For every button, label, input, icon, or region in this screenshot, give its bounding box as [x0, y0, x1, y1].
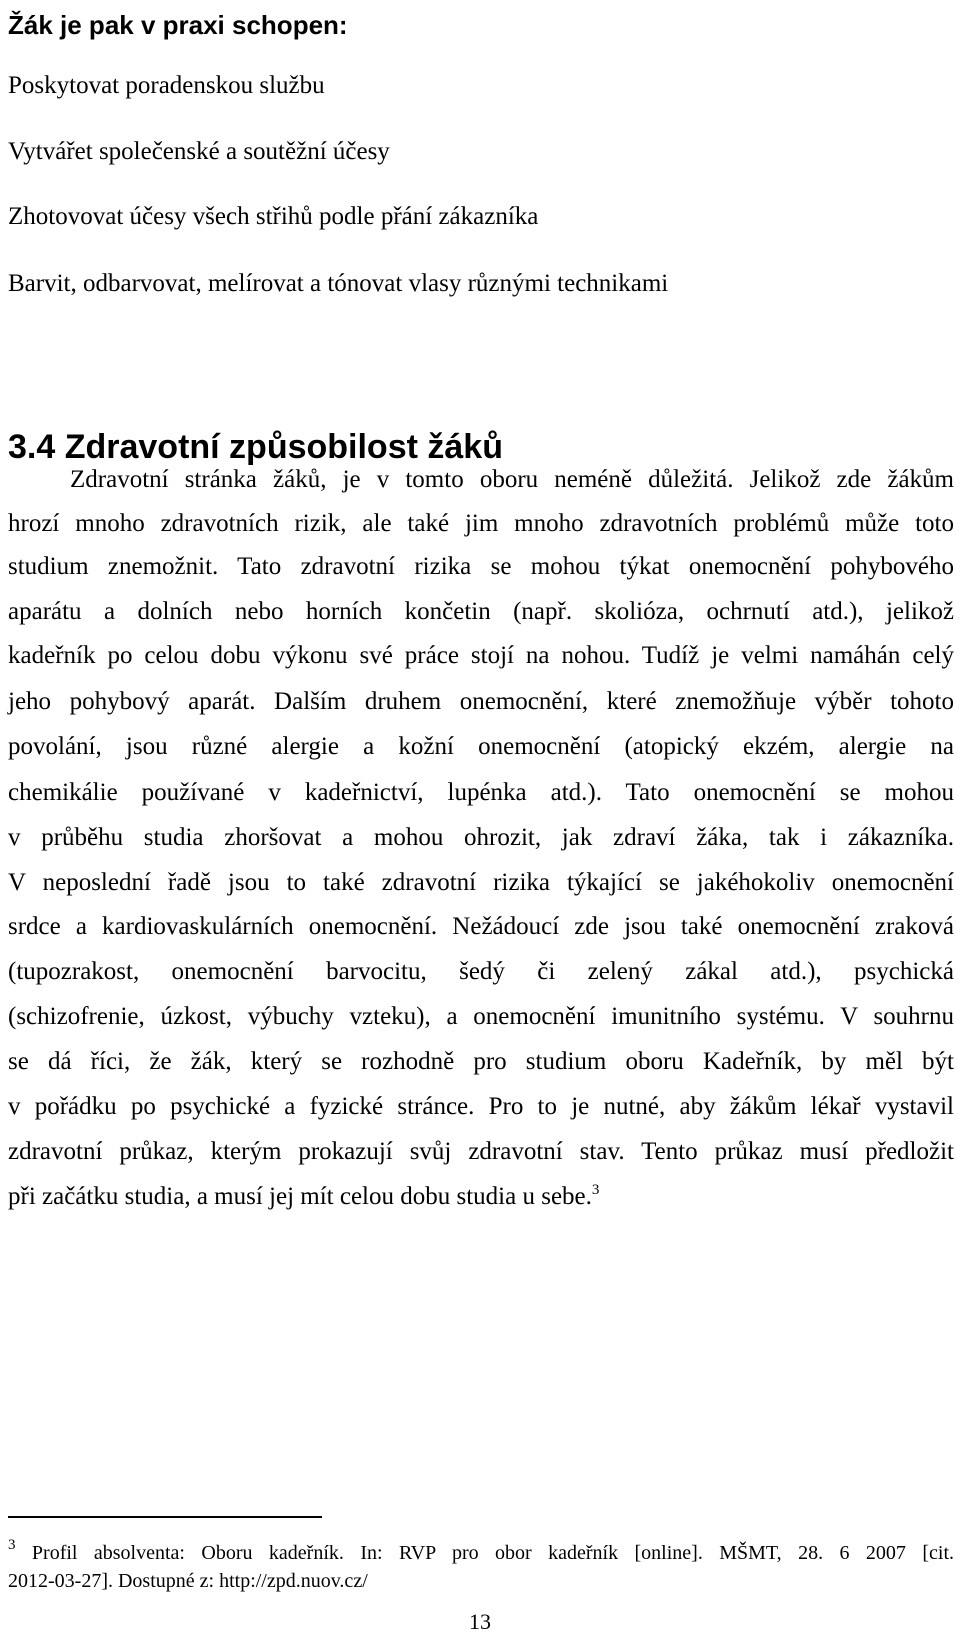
body-line: kadeřník po celou dobu výkonu své práce stojí na nohou. Tudíž je velmi namáhán celý — [8, 642, 954, 669]
body-line: Zdravotní stránka žáků, je v tomto oboru neméně důležitá. Jelikož zde žákům — [70, 466, 954, 493]
body-line-text: při začátku studia, a musí jej mít celou dobu studia u sebe. — [8, 1183, 592, 1210]
body-line: studium znemožnit. Tato zdravotní rizika se mohou týkat onemocnění pohybového — [8, 553, 954, 580]
skill-item-cuts: Zhotovovat účesy všech střihů podle přání zákazníka — [8, 203, 539, 230]
body-line: povolání, jsou různé alergie a kožní onemocnění (atopický ekzém, alergie na — [8, 733, 954, 760]
body-line: aparátu a dolních nebo horních končetin (např. skolióza, ochrnutí atd.), jelikož — [8, 598, 954, 625]
skill-item-hairstyles: Vytvářet společenské a soutěžní účesy — [8, 138, 390, 165]
footnote-reference[interactable]: 3 — [591, 1182, 600, 1198]
footnote-number: 3 — [8, 1537, 16, 1553]
footnote-line — [8, 1568, 954, 1594]
page-number: 13 — [469, 1609, 491, 1634]
footnote-text: Profil absolventa: Oboru kadeřník. In: RVP pro obor kadeřník [online]. MŠMT, 28. 6 2007 [cit. — [31, 1542, 954, 1564]
intro-heading: Žák je pak v praxi schopen: — [8, 10, 348, 40]
body-line: se dá říci, že žák, který se rozhodně pro studium oboru Kadeřník, by měl být — [8, 1048, 954, 1075]
footnote-text: 2012-03-27]. Dostupné z: http://zpd.nuov.cz/ — [8, 1570, 368, 1592]
body-line: V neposlední řadě jsou to také zdravotní rizika týkající se jakéhokoliv onemocnění — [8, 869, 954, 896]
body-line: (tupozrakost, onemocnění barvocitu, šedý či zelený zákal atd.), psychická — [8, 958, 954, 985]
body-line-last — [8, 1181, 954, 1213]
body-line: (schizofrenie, úzkost, výbuchy vzteku), a onemocnění imunitního systému. V souhrnu — [8, 1003, 954, 1030]
section-heading: 3.4 Zdravotní způsobilost žáků — [8, 428, 503, 466]
footnote-line — [8, 1537, 954, 1566]
body-line: chemikálie používané v kadeřnictví, lupénka atd.). Tato onemocnění se mohou — [8, 779, 954, 806]
body-line: jeho pohybový aparát. Dalším druhem onemocnění, které znemožňuje výběr tohoto — [8, 688, 954, 715]
body-line: v pořádku po psychické a fyzické stránce. Pro to je nutné, aby žákům lékař vystavil — [8, 1093, 954, 1120]
skill-item-consulting: Poskytovat poradenskou službu — [8, 72, 325, 99]
body-line: srdce a kardiovaskulárních onemocnění. Nežádoucí zde jsou také onemocnění zraková — [8, 913, 954, 940]
body-line: zdravotní průkaz, kterým prokazují svůj zdravotní stav. Tento průkaz musí předložit — [8, 1138, 954, 1165]
skill-item-coloring: Barvit, odbarvovat, melírovat a tónovat vlasy různými technikami — [8, 270, 669, 297]
footnote-separator — [8, 1516, 322, 1518]
body-line: hrozí mnoho zdravotních rizik, ale také jim mnoho zdravotních problémů může toto — [8, 510, 954, 537]
body-line: v průběhu studia zhoršovat a mohou ohrozit, jak zdraví žáka, tak i zákazníka. — [8, 824, 954, 851]
